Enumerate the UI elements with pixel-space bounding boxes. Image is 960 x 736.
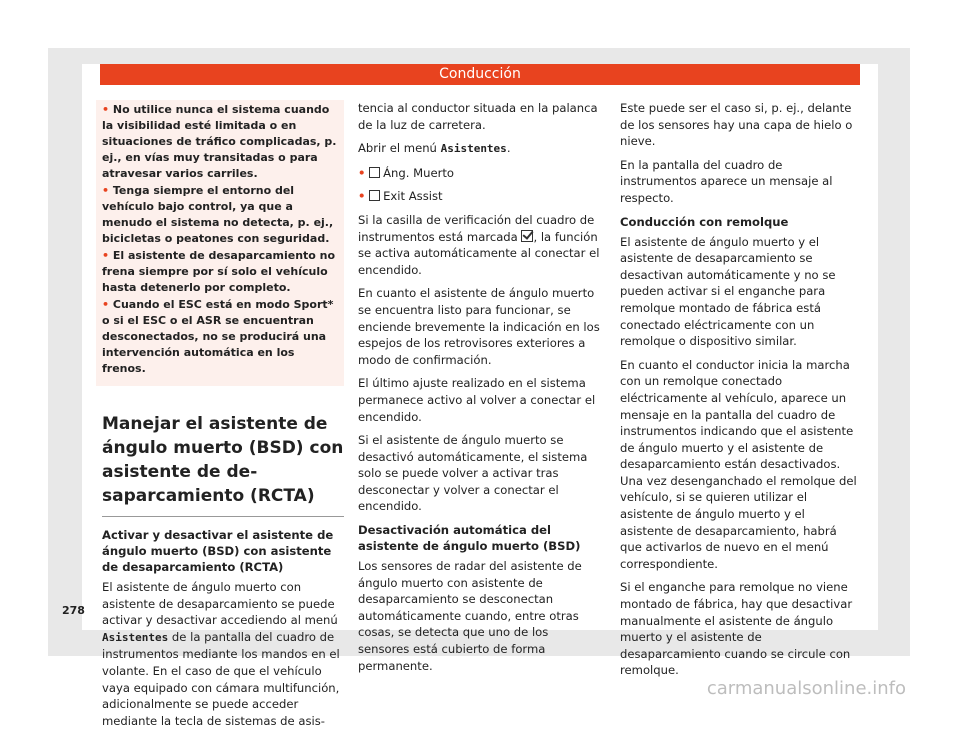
warning-box xyxy=(96,100,344,386)
subsection-title: Conducción con remolque xyxy=(620,214,789,229)
paragraph: Si el asistente de ángulo muerto se desactivó automáticamente, el sistema solo se puede volver a activar tras desconectar y volver a conectar el encendido. xyxy=(358,433,588,514)
menu-name: Asistentes xyxy=(440,142,507,156)
bullet-icon: • xyxy=(102,249,110,262)
paragraph: Si la casilla de verificación del cuadro de instrumentos está marcada , la función se activa automáticamente al conectar el encendido. xyxy=(358,212,600,277)
menu-name: Asistentes xyxy=(102,630,169,644)
paragraph: En cuanto el conductor inicia la marcha con un remolque conectado eléctricamente al vehículo, aparece un mensaje en la pantalla del cuadro de instrumentos indicando que el asistente de ángulo muerto y el asistente de desaparcamiento están desactivados. Una vez desenganchado el remolque del vehículo, si se quieren utilizar el asistente de ángulo muerto y el asistente de desaparcamiento, habrá que activarlos de nuevo en el menú correspondiente. xyxy=(620,357,857,571)
subsection-title: Desactivación automática del asistente de ángulo muerto (BSD) xyxy=(358,523,581,554)
checked-checkbox-icon xyxy=(521,230,533,242)
warning-item: • Cuando el ESC está en modo Sport* o si el ESC o el ASR se encuentran desconectados, no se producirá una intervención automática en los frenos. xyxy=(102,298,334,375)
bullet-icon: • xyxy=(102,103,110,116)
watermark: carmanualsonline.info xyxy=(706,678,906,699)
column-3 xyxy=(620,100,860,686)
paragraph: Abrir el menú Asistentes. xyxy=(358,141,511,156)
option-item: • Exit Assist xyxy=(358,189,443,204)
subsection-title: Activar y desactivar el asistente de ángulo muerto (BSD) con asistente de desaparcamiento (RCTA) xyxy=(102,528,334,574)
chapter-header: Conducción xyxy=(100,64,860,85)
column-1 xyxy=(102,100,344,736)
section-title: Manejar el asistente de ángulo muerto (BSD) con asistente de desaparcamiento (RCTA) xyxy=(102,412,344,517)
bullet-icon: • xyxy=(102,184,110,197)
warning-item: • Tenga siempre el entorno del vehículo bajo control, ya que a menudo el sistema no detecta, p. ej., bicicletas o peatones con seguridad. xyxy=(102,184,334,245)
page-number: 278 xyxy=(62,604,85,617)
checkbox-icon xyxy=(369,167,380,178)
bullet-icon: • xyxy=(102,298,110,311)
paragraph: El último ajuste realizado en el sistema permanece activo al volver a conectar el encendido. xyxy=(358,376,596,424)
paragraph: tencia al conductor situada en la palanca de la luz de carretera. xyxy=(358,101,598,132)
paragraph: El asistente de ángulo muerto y el asistente de desaparcamiento se desactivan automáticamente y no se pueden activar si el enganche para remolque montado de fábrica está conectado eléctricamente con un remolque o dispositivo similar. xyxy=(620,234,836,349)
paragraph: Los sensores de radar del asistente de ángulo muerto con asistente de desaparcamiento se desconectan automáticamente cuando, entre otras cosas, se detecta que uno de los sensores está cubierto de forma permanente. xyxy=(358,559,582,673)
column-2 xyxy=(358,100,602,681)
checkbox-icon xyxy=(369,190,380,201)
paragraph: El asistente de ángulo muerto con asistente de desaparcamiento se puede activar y desactivar accediendo al menú Asistentes de la pantalla del cuadro de instrumentos mediante los mandos en el volante. En el caso de que el vehículo vaya equipado con cámara multifunción, adicionalmente se puede acceder mediante la tecla de sistemas de asis- xyxy=(102,580,340,728)
bullet-icon: • xyxy=(358,189,366,204)
paragraph: En cuanto el asistente de ángulo muerto se encuentra listo para funcionar, se enciende brevemente la indicación en los espejos de los retrovisores exteriores a modo de confirmación. xyxy=(358,286,600,367)
paragraph: En la pantalla del cuadro de instrumentos aparece un mensaje al respecto. xyxy=(620,157,833,205)
paragraph: Si el enganche para remolque no viene montado de fábrica, hay que desactivar manualmente el asistente de ángulo muerto y el asistente de desaparcamiento cuando se circule con remolque. xyxy=(620,580,853,678)
bullet-icon: • xyxy=(358,165,366,180)
warning-item: • El asistente de desaparcamiento no frena siempre por sí solo el vehículo hasta detenerlo por completo. xyxy=(102,249,336,294)
warning-item: • No utilice nunca el sistema cuando la visibilidad esté limitada o en situaciones de tráfico complicadas, p. ej., en vías muy transitadas o para atravesar varios carriles. xyxy=(102,103,337,180)
option-item: • Áng. Muerto xyxy=(358,165,455,180)
paragraph: Este puede ser el caso si, p. ej., delante de los sensores hay una capa de hielo o nieve. xyxy=(620,101,853,149)
